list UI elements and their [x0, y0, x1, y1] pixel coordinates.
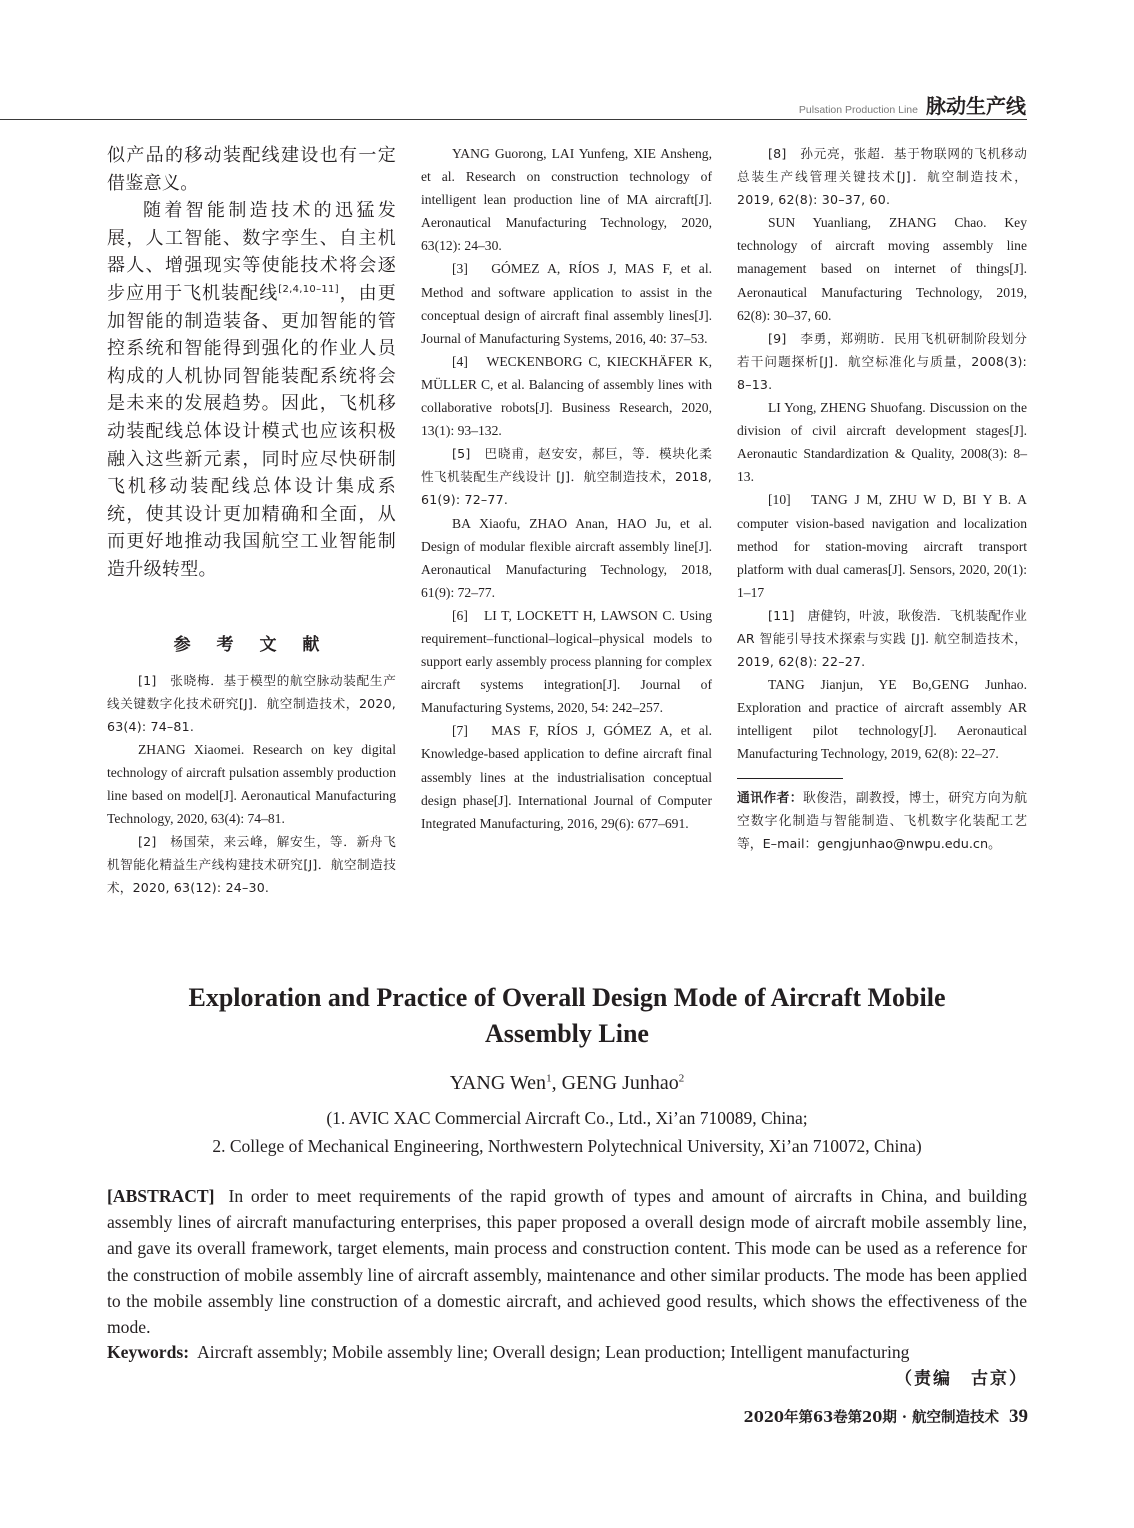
- author-separator: ,: [551, 1072, 562, 1094]
- body-paragraph-1: 似产品的移动装配线建设也有一定借鉴意义。: [107, 145, 396, 194]
- page-footer: [744, 1406, 1028, 1428]
- abstract-label: [ABSTRACT]: [107, 1186, 215, 1206]
- reference-10: [10] TANG J M, ZHU W D, BI Y B. A computer vision-based navigation and localization method for station-moving aircraft transport platform with dual cameras[J]. Sensors, 2020, 20(1): 1–17: [737, 492, 1027, 600]
- column-left: [107, 142, 396, 899]
- reference-2-en: YANG Guorong, LAI Yunfeng, XIE Ansheng, et al. Research on construction technology of intelligent lean production line of MA aircraft[J]. Aeronautical Manufacturing Technology, 2020, 63(12): 24–30.: [421, 146, 712, 254]
- reference-5-en: BA Xiaofu, ZHAO Anan, HAO Ju, et al. Design of modular flexible aircraft assembly line[J]. Aeronautical Manufacturing Technology, 2018, 61(9): 72–77.: [421, 515, 712, 600]
- reference-5-cn: [5] 巴晓甫，赵安安，郝巨，等．模块化柔性飞机装配生产线设计 [J]．航空制造技术，2018, 61(9): 72–77.: [421, 446, 712, 508]
- reference-1-en: ZHANG Xiaomei. Research on key digital technology of aircraft pulsation assembly production line based on model[J]. Aeronautical Manufacturing Technology, 2020, 63(4): 74–81.: [107, 741, 396, 827]
- reference-11-cn: [11] 唐健钧，叶波，耿俊浩．飞机装配作业 AR 智能引导技术探索与实践 [J]. 航空制造技术，2019, 62(8): 22–27.: [737, 607, 1027, 670]
- reference-1-cn: [1] 张晓梅．基于模型的航空脉动装配生产线关键数字化技术研究[J]．航空制造技术，2020, 63(4): 74–81.: [107, 672, 396, 734]
- reference-6: [6] LI T, LOCKETT H, LAWSON C. Using requirement–functional–logical–physical models to support early assembly process planning for complex aircraft systems integration[J]. Journal of Manufacturing Systems, 2020, 54: 242–257.: [421, 607, 712, 716]
- references-heading: 参 考 文 献: [173, 634, 330, 655]
- running-head-chinese: 脉动生产线: [926, 94, 1026, 118]
- body-paragraph-2-text-a: 随着智能制造技术的迅猛发展，人工智能、数字孪生、自主机器人、增强现实等使能技术将会逐步应用于飞机装配线: [107, 200, 396, 304]
- english-title-line-1: Exploration and Practice of Overall Design Mode of Aircraft Mobile: [188, 983, 946, 1012]
- corresponding-author-note: [737, 787, 1027, 856]
- keywords: [107, 1339, 1027, 1365]
- english-authors: [107, 1072, 1027, 1095]
- author-2: GENG Junhao: [561, 1072, 679, 1094]
- column-middle: [421, 142, 712, 835]
- author-1: YANG Wen: [449, 1072, 547, 1094]
- reference-9-en: LI Yong, ZHENG Shuofang. Discussion on the division of civil aircraft development stages[J]. Aeronautic Standardization & Quality, 2008(3): 8–13.: [737, 400, 1027, 485]
- header-rule: [0, 119, 1027, 120]
- footer-issue: 2020年第63卷第20期 · 航空制造技术: [743, 1409, 999, 1426]
- reference-9-cn: [9] 李勇，郑朔昉．民用飞机研制阶段划分若干问题探析[J]．航空标准化与质量，2008(3): 8–13.: [737, 330, 1027, 392]
- column-right: [737, 142, 1027, 856]
- body-paragraph-2: [107, 197, 396, 583]
- reference-8-cn: [8] 孙元亮，张超．基于物联网的飞机移动总装生产线管理关键技术[J]．航空制造技术，2019, 62(8): 30–37, 60.: [737, 146, 1027, 208]
- editor-note: （责编 古京）: [895, 1369, 1028, 1389]
- reference-8-en: SUN Yuanliang, ZHANG Chao. Key technology of aircraft moving assembly line management based on internet of things[J]. Aeronautical Manufacturing Technology, 2019, 62(8): 30–37, 60.: [737, 215, 1027, 323]
- citation-superscript: [2,4,10–11]: [278, 283, 339, 295]
- running-header: [799, 90, 1026, 119]
- body-paragraph-2-text-b: ，由更加智能的制造装备、更加智能的管控系统和智能得到强化的作业人员构成的人机协同智能装配系统将会是未来的发展趋势。因此，飞机移动装配线总体设计模式也应该积极融入这些新元素，同时应尽快研制飞机移动装配线总体设计集成系统，使其设计更加精确和全面，从而更好地推动我国航空工业智能制造升级转型。: [107, 282, 396, 580]
- page-number: 39: [1009, 1406, 1028, 1427]
- reference-11-en: TANG Jianjun, YE Bo,GENG Junhao. Exploration and practice of aircraft assembly AR intelligent pilot technology[J]. Aeronautical Manufacturing Technology, 2019, 62(8): 22–27.: [737, 677, 1027, 762]
- reference-4: [4] WECKENBORG C, KIECKHÄFER K, MÜLLER C, et al. Balancing of assembly lines with collaborative robots[J]. Business Research, 2020, 13(1): 93–132.: [421, 353, 712, 439]
- english-title: [107, 980, 1027, 1052]
- english-title-line-2: Assembly Line: [485, 1019, 649, 1048]
- footnote-rule: [737, 778, 843, 779]
- corresponding-author-label: 通讯作者：: [737, 790, 804, 806]
- affiliation-2: 2. College of Mechanical Engineering, Northwestern Polytechnical University, Xi’an 710072, China): [212, 1136, 922, 1156]
- keywords-label: Keywords:: [107, 1342, 190, 1362]
- abstract: [107, 1183, 1027, 1340]
- reference-3: [3] GÓMEZ A, RÍOS J, MAS F, et al. Method and software application to assist in the conceptual design of aircraft final assembly lines[J]. Journal of Manufacturing Systems, 2016, 40: 37–53.: [421, 261, 712, 346]
- running-head-english: Pulsation Production Line: [798, 104, 918, 116]
- corresponding-author-text: 耿俊浩，副教授，博士，研究方向为航空数字化制造与智能制造、飞机数字化装配工艺等，E–mail：gengjunhao@nwpu.edu.cn。: [737, 790, 1028, 852]
- abstract-text: In order to meet requirements of the rapid growth of types and amount of aircrafts in China, and building assembly lines of aircraft manufacturing enterprises, this paper proposed a overall design mode of aircraft mobile assembly line, and gave its overall framework, target elements, main process and construction content. This mode can be used as a reference for the construction of mobile assembly line of aircraft assembly, maintenance and other similar products. The mode has been applied to the mobile assembly line construction of a domestic aircraft, and achieved good results, which shows the effectiveness of the mode.: [107, 1186, 1027, 1338]
- keywords-text: Aircraft assembly; Mobile assembly line; Overall design; Lean production; Intelligent manufacturing: [197, 1342, 910, 1362]
- author-2-affiliation-mark: 2: [678, 1072, 685, 1085]
- reference-2-cn: [2] 杨国荣，来云峰，解安生，等．新舟飞机智能化精益生产线构建技术研究[J]．航空制造技术，2020, 63(12): 24–30.: [107, 834, 396, 896]
- affiliation-1: (1. AVIC XAC Commercial Aircraft Co., Ltd., Xi’an 710089, China;: [326, 1108, 808, 1128]
- author-1-affiliation-mark: 1: [546, 1072, 552, 1085]
- reference-7: [7] MAS F, RÍOS J, GÓMEZ A, et al. Knowledge-based application to define aircraft final assembly lines at the industrialisation conceptual design phase[J]. International Journal of Computer Integrated Manufacturing, 2016, 29(6): 677–691.: [421, 723, 712, 831]
